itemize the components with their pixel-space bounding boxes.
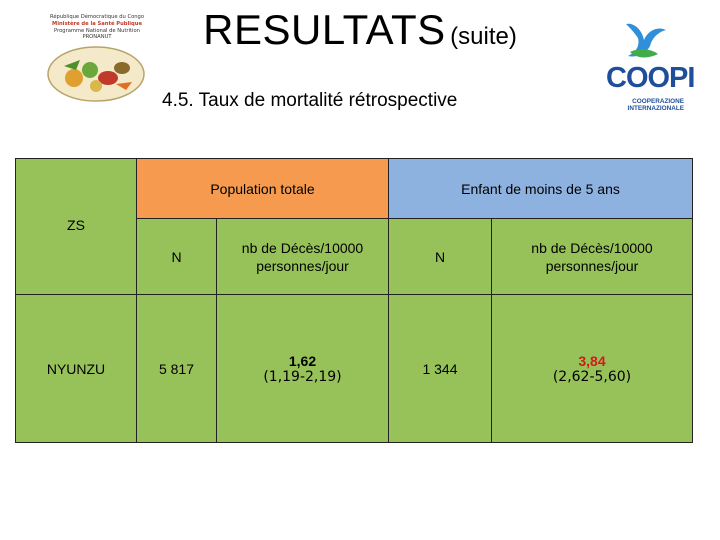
zs-header-label: ZS xyxy=(67,216,85,233)
pop-n-header: N xyxy=(137,219,217,295)
ministry-logo-text: République Démocratique du Congo Ministère de la Santé Publique Programme National de Nutrition PRONANUT xyxy=(50,14,144,41)
vegetables-icon xyxy=(46,44,146,102)
mortality-table xyxy=(15,158,693,443)
coopi-tagline: COOPERAZIONE INTERNAZIONALE xyxy=(627,98,684,112)
children-header: Enfant de moins de 5 ans xyxy=(389,159,693,219)
coopi-brand-text: COOPI xyxy=(606,62,695,94)
child-n-header: N xyxy=(389,219,492,295)
pop-rate-header: nb de Décès/10000 personnes/jour xyxy=(217,219,389,295)
dove-icon xyxy=(620,18,670,64)
section-subtitle: 4.5. Taux de mortalité rétrospective xyxy=(162,90,458,111)
pop-n-cell: 5 817 xyxy=(137,295,217,443)
table-header-row xyxy=(16,159,693,219)
child-rate-header: nb de Décès/10000 personnes/jour xyxy=(492,219,693,295)
ministry-logo xyxy=(36,14,158,100)
zs-header-cell xyxy=(16,159,137,295)
pop-rate-cell xyxy=(217,295,389,443)
child-rate-ci: (2,62-5,60) xyxy=(552,368,632,385)
zs-name-cell: NYUNZU xyxy=(16,295,137,443)
pop-rate-value: 1,62 xyxy=(288,352,317,369)
title-main: RESULTATS xyxy=(203,6,446,53)
pop-rate-ci: (1,19-2,19) xyxy=(263,368,342,385)
child-rate-value: 3,84 xyxy=(578,352,606,369)
child-rate-cell xyxy=(492,295,693,443)
population-header: Population totale xyxy=(137,159,389,219)
child-n-cell: 1 344 xyxy=(389,295,492,443)
title-suffix: (suite) xyxy=(450,23,517,50)
coopi-logo xyxy=(606,18,695,112)
table-row xyxy=(16,295,693,443)
